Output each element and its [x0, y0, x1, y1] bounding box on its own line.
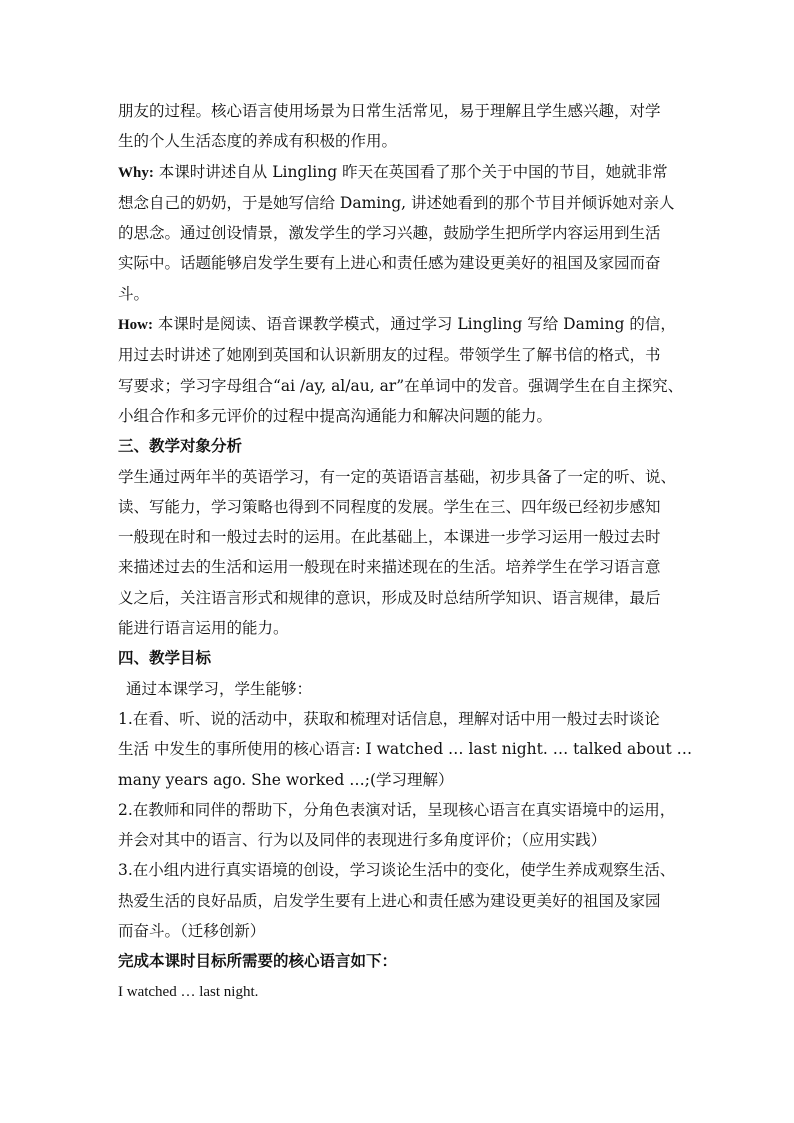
paragraph-line: 用过去时讲述了她刚到英国和认识新朋友的过程。带领学生了解书信的格式，书	[118, 346, 661, 365]
goal-3-line: 3.在小组内进行真实语境的创设，学习谈论生活中的变化，使学生养成观察生活、	[118, 861, 676, 880]
goal-1-line: 1.在看、听、说的活动中，获取和梳理对话信息，理解对话中用一般过去时谈论	[118, 709, 660, 728]
goal-1-line: many years ago. She worked …;(学习理解）	[118, 770, 454, 789]
goal-2-line: 2.在教师和同伴的帮助下，分角色表演对话，呈现核心语言在真实语境中的运用，	[118, 800, 676, 819]
paragraph-line: 的思念。通过创设情景，激发学生的学习兴趣，鼓励学生把所学内容运用到生活	[118, 224, 661, 243]
goal-3-line: 而奋斗。（迁移创新）	[118, 922, 266, 941]
why-text: 本课时讲述自从 Lingling 昨天在英国看了那个关于中国的节目，她就非常	[153, 162, 668, 181]
paragraph-line: 生的个人生活态度的养成有积极的作用。	[118, 132, 398, 151]
paragraph-line: 一般现在时和一般过去时的运用。在此基础上，本课进一步学习运用一般过去时	[118, 528, 661, 547]
paragraph-line: 通过本课学习，学生能够：	[126, 679, 313, 698]
paragraph-line: 斗。	[118, 284, 150, 303]
section-heading-4: 四、教学目标	[118, 648, 212, 668]
why-paragraph	[118, 157, 684, 188]
paragraph-line: 能进行语言运用的能力。	[118, 619, 289, 638]
why-label: Why:	[118, 164, 154, 181]
core-language-item: I watched … last night.	[118, 983, 259, 1000]
goal-2-line: 并会对其中的语言、行为以及同伴的表现进行多角度评价；（应用实践）	[118, 831, 607, 850]
goal-1-line: 生活 中发生的事所使用的核心语言: I watched … last night. … talked about …	[118, 740, 693, 759]
paragraph-line: 学生通过两年半的英语学习，有一定的英语语言基础，初步具备了一定的听、说、	[118, 467, 677, 486]
paragraph-line: 小组合作和多元评价的过程中提高沟通能力和解决问题的能力。	[118, 406, 553, 425]
how-label: How:	[118, 317, 153, 334]
paragraph-line: 来描述过去的生活和运用一般现在时来描述现在的生活。培养学生在学习语言意	[118, 558, 661, 577]
how-text: 本课时是阅读、语音课教学模式，通过学习 Lingling 写给 Daming 的信，	[153, 315, 676, 334]
paragraph-line: 实际中。话题能够启发学生要有上进心和责任感为建设更美好的祖国及家园而奋	[118, 254, 661, 273]
paragraph-line: 读、写能力，学习策略也得到不同程度的发展。学生在三、四年级已经初步感知	[118, 497, 661, 516]
paragraph-line: 写要求；学习字母组合“ai /ay, al/au, ar”在单词中的发音。强调学生在自主探究、	[118, 376, 684, 395]
paragraph-line: 朋友的过程。核心语言使用场景为日常生活常见，易于理解且学生感兴趣，对学	[118, 102, 661, 120]
section-heading-3: 三、教学对象分析	[118, 436, 243, 456]
paragraph-line: 想念自己的奶奶，于是她写信给 Daming, 讲述她看到的那个节目并倾诉她对亲人	[118, 193, 675, 212]
core-language-heading: 完成本课时目标所需要的核心语言如下：	[118, 951, 398, 971]
how-paragraph	[118, 309, 684, 340]
goal-3-line: 热爱生活的良好品质，启发学生要有上进心和责任感为建设更美好的祖国及家园	[118, 891, 661, 910]
paragraph-line: 义之后，关注语言形式和规律的意识，形成及时总结所学知识、语言规律，最后	[118, 588, 661, 607]
